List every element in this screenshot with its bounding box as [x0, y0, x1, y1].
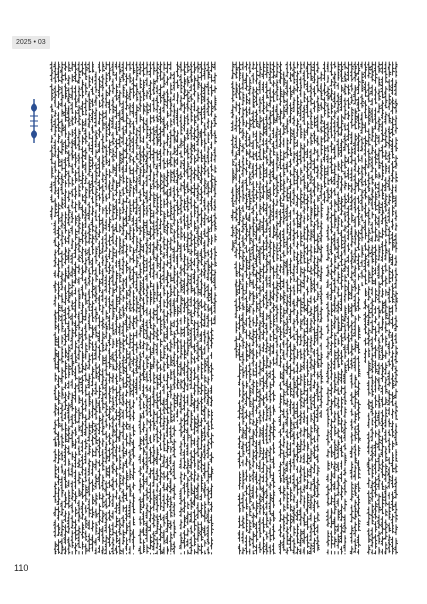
text-line	[272, 62, 276, 554]
text-line	[121, 62, 125, 554]
text-line	[306, 62, 310, 554]
text-line	[67, 62, 71, 554]
right-column-text	[228, 60, 398, 556]
text-line	[364, 62, 368, 363]
text-line	[241, 62, 245, 554]
text-line	[319, 72, 323, 418]
text-line	[70, 62, 74, 554]
text-line	[152, 62, 156, 554]
text-line	[94, 72, 98, 554]
text-line	[149, 62, 153, 554]
text-line	[91, 62, 95, 551]
text-line	[172, 72, 176, 554]
text-line	[387, 62, 391, 553]
text-line	[104, 62, 108, 554]
text-line	[84, 62, 88, 554]
text-line	[142, 62, 146, 553]
text-line	[289, 62, 293, 551]
mongolian-title-ornament-icon	[27, 98, 41, 144]
text-line	[255, 62, 259, 554]
text-line	[377, 62, 381, 554]
text-line	[196, 62, 200, 554]
left-column-text	[47, 60, 217, 556]
text-line	[391, 62, 395, 554]
text-line	[262, 62, 266, 554]
text-line	[374, 62, 378, 554]
text-line	[176, 62, 180, 421]
text-line	[248, 62, 252, 554]
text-line	[169, 62, 173, 554]
text-line	[101, 62, 105, 554]
text-line	[258, 62, 262, 553]
text-line	[64, 62, 68, 554]
text-line	[125, 62, 129, 554]
text-line	[189, 62, 193, 554]
text-line	[357, 62, 361, 554]
text-line	[60, 62, 64, 554]
text-line	[98, 62, 102, 553]
text-line	[347, 62, 351, 371]
text-line	[285, 62, 289, 554]
issue-badge	[12, 36, 50, 49]
text-line	[186, 62, 190, 554]
right-text-column	[228, 60, 398, 556]
text-line	[353, 62, 357, 553]
text-line	[132, 62, 136, 554]
text-line	[57, 62, 61, 554]
text-line	[299, 62, 303, 554]
text-line	[367, 62, 371, 554]
text-line	[210, 62, 214, 554]
text-line	[135, 62, 139, 400]
text-line	[118, 62, 122, 554]
text-line	[238, 62, 242, 554]
text-line	[309, 62, 313, 554]
page-number: 110	[14, 563, 29, 573]
text-line	[326, 62, 330, 554]
text-line	[292, 62, 296, 554]
text-line	[128, 62, 132, 554]
text-line	[50, 62, 54, 224]
text-line	[394, 62, 398, 554]
issue-label: 2025 • 03	[16, 39, 46, 46]
text-line	[381, 62, 385, 554]
text-line	[81, 62, 85, 554]
text-line	[206, 62, 210, 554]
text-line	[282, 72, 286, 551]
text-line	[313, 62, 317, 553]
text-line	[245, 62, 249, 554]
text-line	[275, 62, 279, 365]
text-line	[115, 62, 119, 554]
text-line	[251, 62, 255, 554]
text-line	[360, 62, 363, 286]
text-line	[323, 62, 326, 203]
text-line	[213, 62, 217, 324]
text-line	[231, 62, 235, 251]
text-line	[203, 62, 207, 554]
text-line	[268, 62, 272, 554]
text-line	[145, 62, 149, 553]
text-line	[316, 62, 320, 551]
text-line	[77, 62, 81, 554]
text-line	[87, 62, 91, 552]
text-line	[159, 62, 163, 554]
text-line	[296, 62, 300, 554]
text-line	[340, 62, 344, 554]
text-line	[193, 62, 197, 554]
text-line	[200, 62, 204, 554]
text-line	[179, 62, 183, 554]
text-line	[166, 62, 170, 554]
text-line	[343, 62, 347, 554]
text-line	[265, 62, 269, 554]
text-line	[54, 62, 58, 554]
text-line	[330, 62, 334, 554]
text-line	[111, 62, 115, 554]
text-line	[108, 62, 112, 554]
text-line	[333, 62, 337, 554]
text-line	[162, 62, 166, 554]
left-text-column	[47, 60, 217, 556]
text-line	[279, 62, 283, 554]
text-line	[74, 62, 78, 554]
text-line	[155, 62, 159, 554]
text-line	[183, 62, 187, 554]
text-line	[234, 62, 238, 358]
text-line	[370, 62, 374, 554]
text-line	[350, 62, 354, 554]
text-line	[336, 62, 340, 554]
